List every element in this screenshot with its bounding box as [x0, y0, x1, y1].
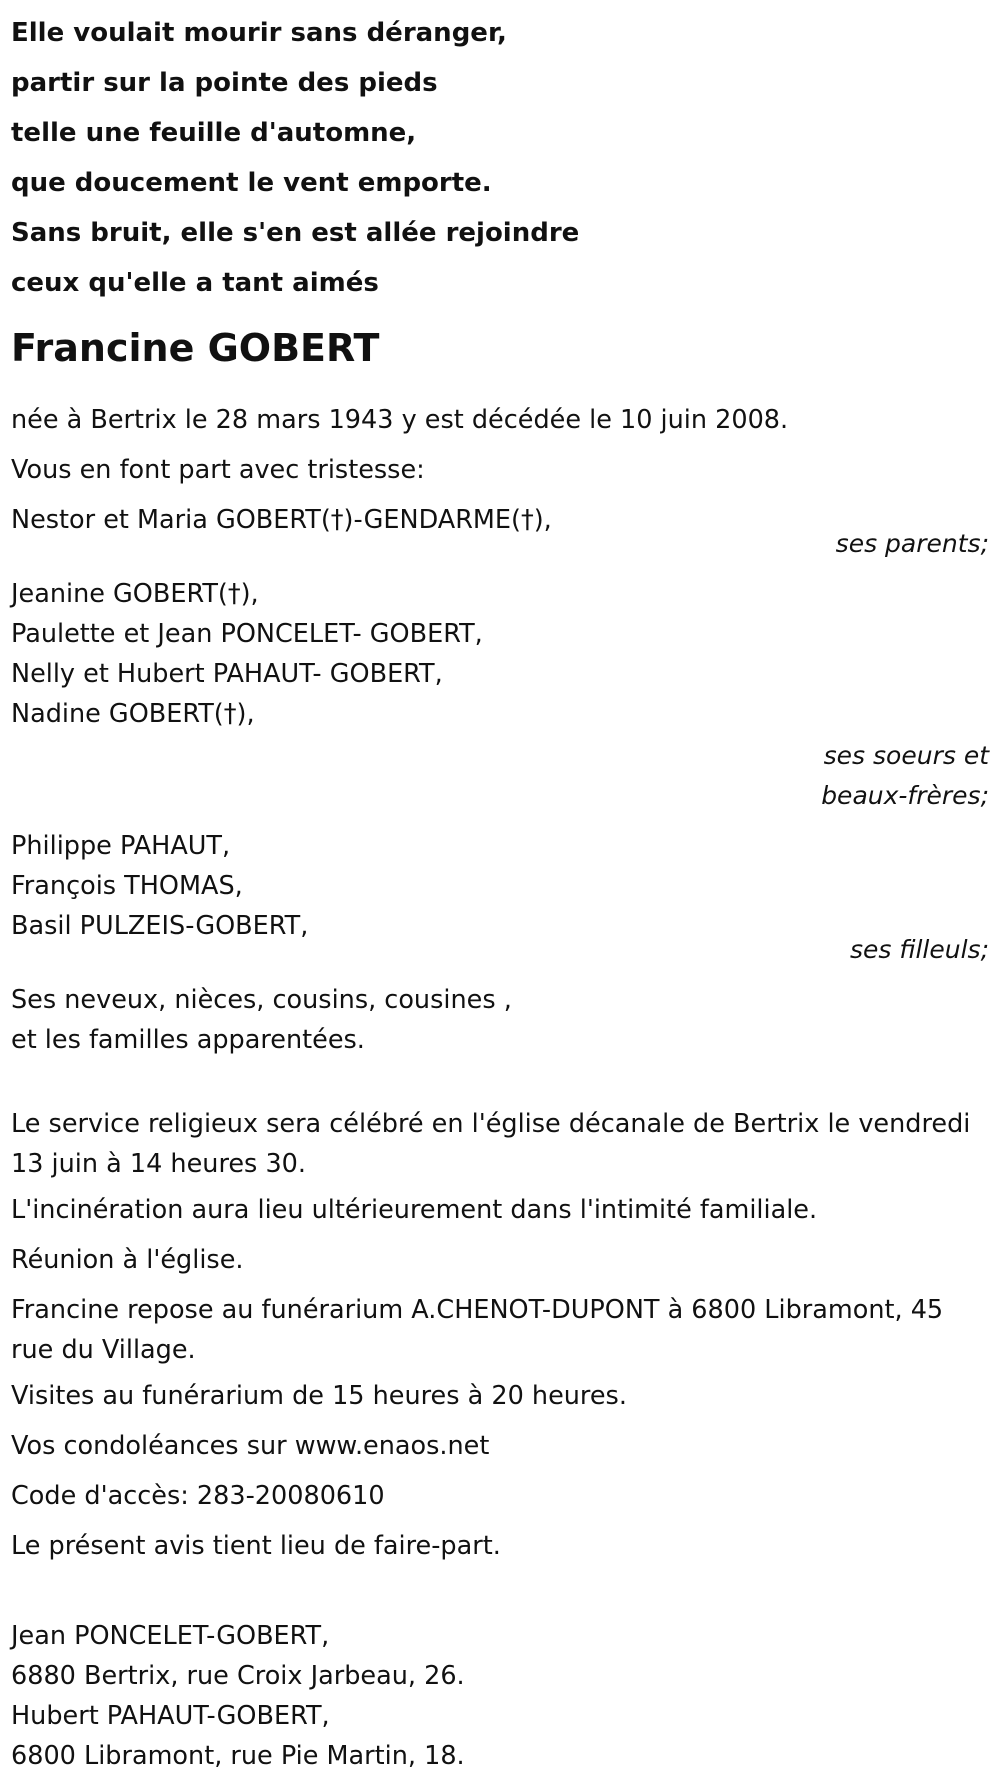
poem-line: Elle voulait mourir sans déranger,: [11, 18, 507, 48]
poem-line: Sans bruit, elle s'en est allée rejoindre: [11, 218, 580, 248]
poem: [11, 0, 989, 308]
role-label-godchildren: ses filleuls;: [849, 935, 989, 964]
family-line: Nelly et Hubert PAHAUT- GOBERT,: [11, 659, 443, 689]
visits-text: Visites au funérarium de 15 heures à 20 heures.: [11, 1381, 627, 1411]
role-label-siblings-line1: ses soeurs et: [823, 741, 989, 770]
poem-line: que doucement le vent emporte.: [11, 168, 492, 198]
parents-block: [11, 500, 989, 564]
rest-location-text: Francine repose au funérarium A.CHENOT-DUPONT à 6800 Libramont, 45 rue du Village.: [11, 1295, 944, 1365]
contacts-block: [11, 1616, 989, 1776]
family-line: et les familles apparentées.: [11, 1025, 365, 1055]
incineration-text: L'incinération aura lieu ultérieurement dans l'intimité familiale.: [11, 1195, 818, 1225]
family-line: Jeanine GOBERT(†),: [11, 579, 259, 609]
family-line: Philippe PAHAUT,: [11, 831, 231, 861]
extended-family-block: [11, 980, 989, 1060]
contact-line: 6880 Bertrix, rue Croix Jarbeau, 26.: [11, 1661, 465, 1691]
notice-text: Le présent avis tient lieu de faire-part.: [11, 1531, 501, 1561]
godchildren-block: [11, 826, 989, 970]
deceased-name: Francine GOBERT: [11, 326, 380, 370]
family-line: Basil PULZEIS-GOBERT,: [11, 911, 309, 941]
role-label-parents: ses parents;: [835, 529, 989, 558]
contact-line: Hubert PAHAUT-GOBERT,: [11, 1701, 330, 1731]
poem-line: partir sur la pointe des pieds: [11, 68, 438, 98]
poem-line: telle une feuille d'automne,: [11, 118, 417, 148]
family-line: François THOMAS,: [11, 871, 243, 901]
family-line: Nadine GOBERT(†),: [11, 699, 255, 729]
birth-death-line: née à Bertrix le 28 mars 1943 y est décédée le 10 juin 2008.: [11, 405, 789, 435]
access-code-text: Code d'accès: 283-20080610: [11, 1481, 385, 1511]
family-line: Nestor et Maria GOBERT(†)-GENDARME(†),: [11, 505, 552, 535]
siblings-block: [11, 574, 989, 816]
condolences-text: Vos condoléances sur www.enaos.net: [11, 1431, 490, 1461]
meeting-text: Réunion à l'église.: [11, 1245, 244, 1275]
contact-line: Jean PONCELET-GOBERT,: [11, 1621, 330, 1651]
family-line: Paulette et Jean PONCELET- GOBERT,: [11, 619, 483, 649]
role-label-siblings-line2: beaux-frères;: [821, 781, 989, 810]
poem-line: ceux qu'elle a tant aimés: [11, 268, 379, 298]
family-line: Ses neveux, nièces, cousins, cousines ,: [11, 985, 512, 1015]
announcement-line: Vous en font part avec tristesse:: [11, 455, 425, 485]
contact-line: 6800 Libramont, rue Pie Martin, 18.: [11, 1741, 465, 1771]
ceremony-text: Le service religieux sera célébré en l'église décanale de Bertrix le vendredi 13 juin à 14 heures 30.: [11, 1109, 971, 1179]
